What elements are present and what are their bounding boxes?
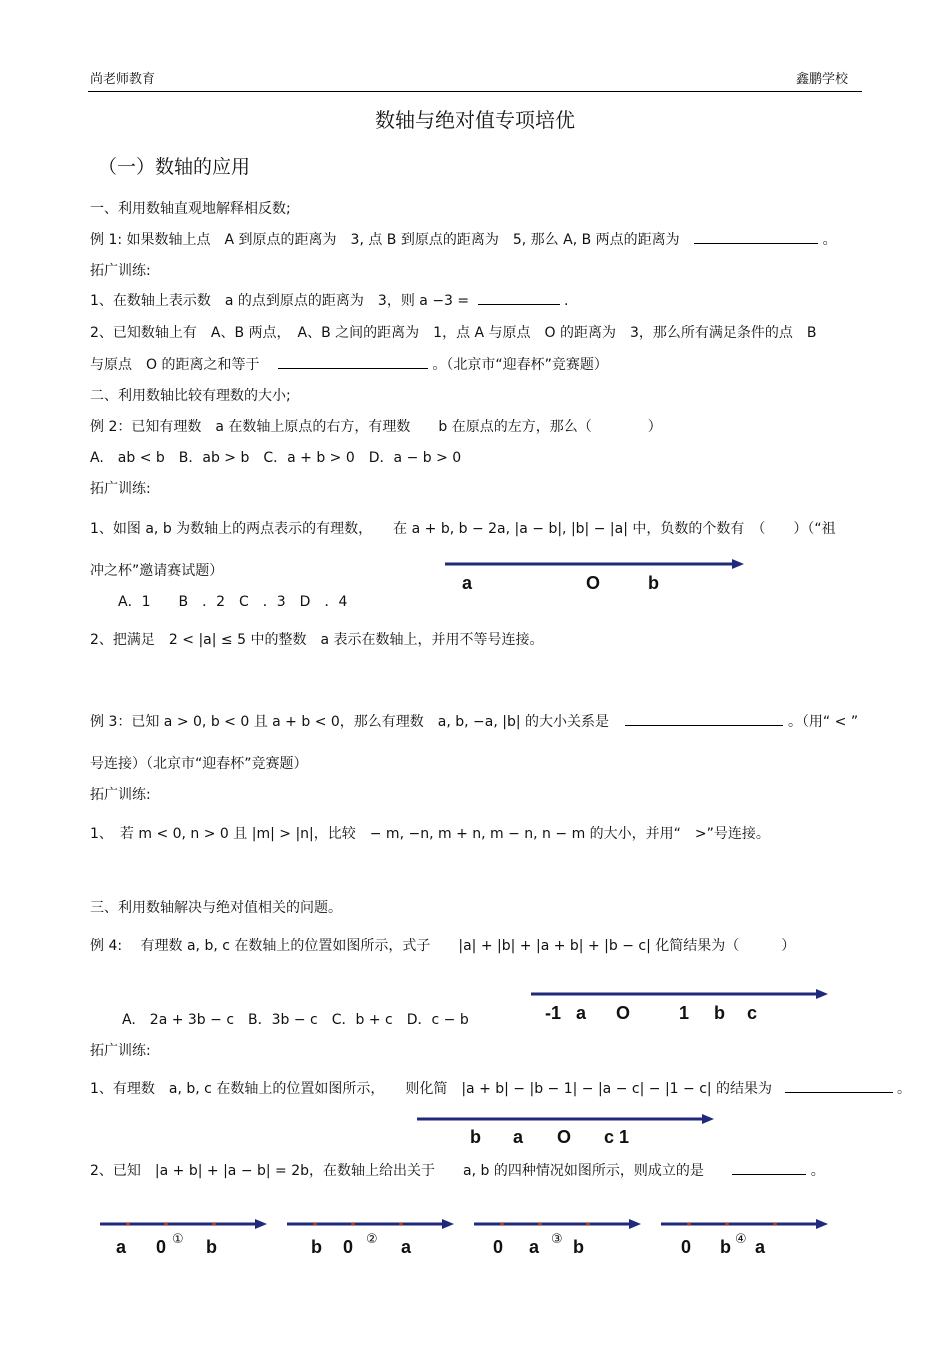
number-line-arrow <box>528 986 834 1002</box>
text-line: 2、已知数轴上有 A、B 两点， A、B 之间的距离为 1，点 A 与原点 O 的距离为 3，那么所有满足条件的点 B <box>90 325 817 341</box>
case-number: ④ <box>735 1232 747 1247</box>
text-segment: 。 <box>822 232 837 248</box>
text-segment: . <box>564 293 569 309</box>
answer-blank[interactable] <box>278 356 428 369</box>
axis-label: b <box>573 1237 584 1257</box>
text-line: 冲之杯”邀请赛试题） <box>90 563 224 579</box>
text-segment: 。 <box>810 1163 825 1179</box>
axis-label: b <box>720 1237 731 1257</box>
axis-label: -1 <box>545 1003 562 1023</box>
text-line: 拓广训练: <box>90 787 151 803</box>
axis-label: a <box>576 1003 587 1023</box>
text-line: A. ab < b B．ab > b C．a + b > 0 D．a − b > 0 <box>90 450 462 466</box>
axis-label: a <box>401 1237 412 1257</box>
text-line: 例 2：已知有理数 a 在数轴上原点的右方，有理数 b 在原点的左方，那么（ ） <box>90 419 662 435</box>
text-line: 例 4: 有理数 a, b, c 在数轴上的位置如图所示，式子 |a| + |b| + |a + b| + |b − c| 化简结果为（ ） <box>90 938 796 954</box>
exercise-4-1 <box>90 1078 911 1098</box>
axis-label: 0 <box>156 1237 167 1257</box>
text-segment: 。 <box>896 1081 911 1097</box>
exercise-1-2 <box>90 354 608 374</box>
case-number: ① <box>172 1232 184 1247</box>
axis-label: b <box>470 1127 481 1147</box>
text-line: 1、如图 a, b 为数轴上的两点表示的有理数， 在 a + b, b − 2a, |a − b|, |b| − |a| 中，负数的个数有 （ ）（“祖 <box>90 521 836 537</box>
case-number: ③ <box>551 1232 563 1247</box>
text-line: 二、利用数轴比较有理数的大小; <box>90 388 291 404</box>
axis-label: 1 <box>679 1003 690 1023</box>
axis-label: b <box>206 1237 217 1257</box>
axis-label: 0 <box>681 1237 692 1257</box>
text-segment: 例 1: 如果数轴上点 A 到原点的距离为 3, 点 B 到原点的距离为 5, 那么 A, B 两点的距离为 <box>90 232 680 248</box>
exercise-1-1 <box>90 290 569 310</box>
text-line: A．1 B ．2 C ．3 D ．4 <box>118 594 348 610</box>
answer-blank[interactable] <box>785 1080 893 1093</box>
text-line: 拓广训练: <box>90 263 151 279</box>
text-segment: 1、在数轴上表示数 a 的点到原点的距离为 3，则 a −3 = <box>90 293 470 309</box>
text-line: 号连接）（北京市“迎春杯”竞赛题） <box>90 756 308 772</box>
text-segment: 例 3：已知 a > 0, b < 0 且 a + b < 0，那么有理数 a, b, −a, |b| 的大小关系是 <box>90 714 610 730</box>
text-segment: 1、有理数 a, b, c 在数轴上的位置如图所示， 则化简 |a + b| − |b − 1| − |a − c| − |1 − c| 的结果为 <box>90 1081 773 1097</box>
text-line: A. 2a + 3b − c B．3b − c C．b + c D．c − b <box>122 1012 469 1028</box>
axis-label: O <box>616 1003 631 1023</box>
axis-label: a <box>513 1127 524 1147</box>
section-heading: （一）数轴的应用 <box>98 156 251 178</box>
axis-label: b <box>648 573 659 593</box>
axis-label: 0 <box>493 1237 504 1257</box>
text-line: 一、利用数轴直观地解释相反数; <box>90 201 291 217</box>
text-segment: 。（用“ < ” <box>787 714 859 730</box>
number-line-arrow <box>659 1216 833 1232</box>
header-right: 鑫鹏学校 <box>796 72 849 87</box>
text-line: 三、利用数轴解决与绝对值相关的问题。 <box>90 900 342 916</box>
answer-blank[interactable] <box>478 292 560 305</box>
axis-label: a <box>116 1237 127 1257</box>
number-line-arrow <box>472 1216 646 1232</box>
answer-blank[interactable] <box>694 231 818 244</box>
page-title: 数轴与绝对值专项培优 <box>375 108 575 132</box>
axis-label: c <box>747 1003 758 1023</box>
text-segment: 与原点 O 的距离之和等于 <box>90 357 260 373</box>
axis-label: a <box>462 573 473 593</box>
case-number: ② <box>366 1232 378 1247</box>
example-3 <box>90 711 858 731</box>
axis-label: O <box>557 1127 572 1147</box>
number-line-arrow <box>285 1216 459 1232</box>
header-divider <box>88 91 862 92</box>
text-line: 1、 若 m < 0, n > 0 且 |m| > |n|，比较 − m, −n, m + n, m − n, n − m 的大小，并用“ >”号连接。 <box>90 826 770 842</box>
axis-label: b <box>714 1003 725 1023</box>
axis-label: a <box>529 1237 540 1257</box>
exercise-4-2 <box>90 1160 825 1180</box>
axis-label: c 1 <box>604 1127 630 1147</box>
text-line: 拓广训练: <box>90 1043 151 1059</box>
axis-label: 0 <box>343 1237 354 1257</box>
axis-label: b <box>311 1237 322 1257</box>
number-line-arrow <box>440 556 750 572</box>
text-line: 拓广训练: <box>90 481 151 497</box>
number-line-arrow <box>98 1216 272 1232</box>
header-left: 尚老师教育 <box>90 72 156 87</box>
text-line: 2、把满足 2 < |a| ≤ 5 中的整数 a 表示在数轴上，并用不等号连接。 <box>90 632 544 648</box>
answer-blank[interactable] <box>625 713 783 726</box>
number-line-arrow <box>414 1111 720 1127</box>
axis-label: a <box>755 1237 766 1257</box>
text-segment: 2、已知 |a + b| + |a − b| = 2b，在数轴上给出关于 a, b 的四种情况如图所示，则成立的是 <box>90 1163 704 1179</box>
axis-label: O <box>586 573 601 593</box>
text-segment: 。（北京市“迎春杯”竞赛题） <box>432 357 608 373</box>
example-1 <box>90 229 837 249</box>
answer-blank[interactable] <box>732 1162 806 1175</box>
